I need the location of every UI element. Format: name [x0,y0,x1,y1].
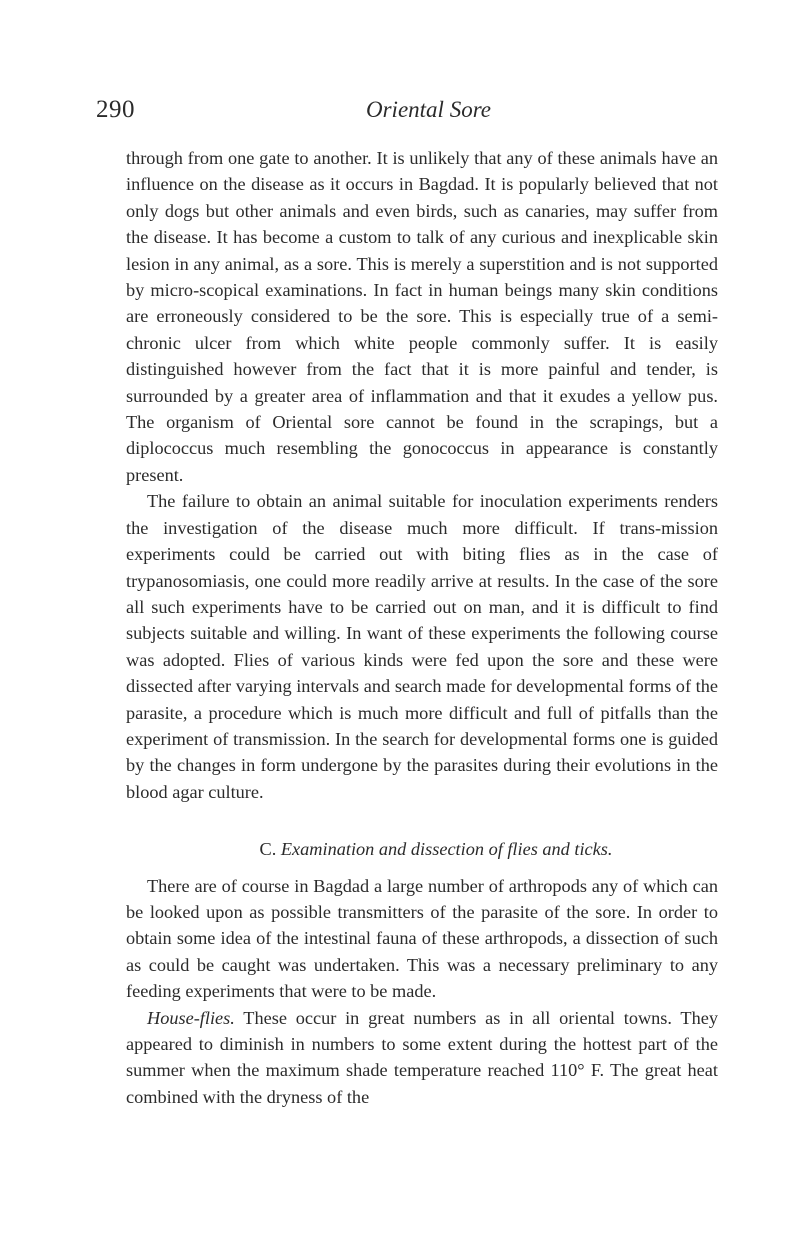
section-heading [126,836,718,862]
paragraph-house-flies [126,1005,718,1111]
paragraph-arthropods: There are of course in Bagdad a large number of arthropods any of which can be looked upon as possible transmitters of the parasite of the sore. In order to obtain some idea of the intestinal fauna of these arthropods, a dissection of such as could be caught was undertaken. This was a necessary preliminary to any feeding experiments that were to be made. [126,875,718,1002]
body-text [126,145,718,1110]
page-header [0,93,800,127]
paragraph-house-flies-text: These occur in great numbers as in all oriental towns. They appeared to diminish in numbers to some extent during the hottest part of the summer when the maximum shade temperature reached 110° F. The great heat combined with the dryness of the [126,1007,718,1107]
running-title: Oriental Sore [366,97,491,122]
section-letter: C. [259,839,277,860]
paragraph-continuation: through from one gate to another. It is unlikely that any of these animals have an influence on the disease as it occurs in Bagdad. It is popularly believed that not only dogs but other animals and even birds, such as canaries, may suffer from the disease. It has become a custom to talk of any curious and inexplicable skin lesion in any animal, as a sore. This is merely a superstition and is not supported by micro-scopical examinations. In fact in human beings many skin conditions are erroneously considered to be the sore. This is especially true of a semi-chronic ulcer from which white people commonly suffer. It is easily distinguished however from the fact that it is more painful and tender, is surrounded by a greater area of inflammation and that it exudes a yellow pus. The organism of Oriental sore cannot be found in the scrapings, but a diplococcus much resembling the gonococcus in appearance is constantly present. [126,148,718,485]
paragraph-failure-to-obtain-animal: The failure to obtain an animal suitable for inoculation experiments renders the investigation of the disease much more difficult. If trans-mission experiments could be carried out with biting flies as in the case of trypanosomiasis, one could more readily arrive at results. In the case of the sore all such experiments have to be carried out on man, and it is difficult to find subjects suitable and willing. In want of these experiments the following course was adopted. Flies of various kinds were fed upon the sore and these were dissected after varying intervals and search made for developmental forms of the parasite, a procedure which is much more difficult and full of pitfalls than the experiment of transmission. In the search for developmental forms one is guided by the changes in form undergone by the parasites during their evolutions in the blood agar culture. [126,491,718,802]
section-title: Examination and dissection of flies and ticks. [280,839,613,860]
page-number: 290 [96,96,135,123]
run-in-heading: House-flies. [147,1007,235,1028]
